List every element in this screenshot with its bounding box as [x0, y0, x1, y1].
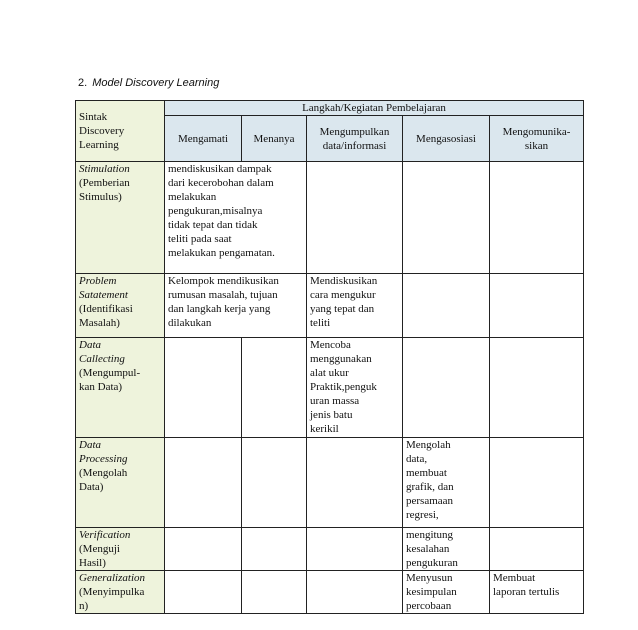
col-header-mengasosiasi-label: Mengasosiasi	[416, 132, 476, 145]
cell-mengomunikasikan	[490, 528, 584, 571]
cell-mengasosiasi	[403, 528, 490, 571]
cell-mengomunikasikan	[490, 438, 584, 528]
table-row	[76, 162, 584, 274]
cell-mengumpulkan	[307, 571, 403, 614]
section-title: Model Discovery Learning	[92, 77, 220, 89]
cell-text: mengitung kesalahan pengukuran	[406, 529, 458, 569]
table-row	[76, 528, 584, 571]
cell-mengamati	[165, 438, 242, 528]
phase-cell	[76, 438, 165, 528]
phase-name: Generalization	[79, 572, 145, 584]
cell-text: Kelompok mendikusikan rumusan masalah, tujuan dan langkah kerja yang dilakukan	[168, 275, 279, 329]
phase-name: Data Processing	[79, 439, 128, 465]
phase-desc: (Mengumpul- kan Data)	[79, 367, 141, 393]
cell-mengamati	[165, 571, 242, 614]
phase-desc: (Pemberian Stimulus)	[79, 177, 130, 203]
cell-mengomunikasikan	[490, 338, 584, 438]
cell-mengasosiasi	[403, 438, 490, 528]
phase-name: Verification	[79, 529, 131, 541]
col-header-mengamati	[165, 116, 242, 162]
cell-mengumpulkan	[307, 274, 403, 338]
phase-name: Data Callecting	[79, 339, 125, 365]
header-sintak-cell	[76, 101, 165, 162]
cell-mengasosiasi	[403, 571, 490, 614]
cell-menanya	[242, 438, 307, 528]
table-row	[76, 338, 584, 438]
cell-mengamati-menanya	[165, 162, 307, 274]
cell-mengasosiasi	[403, 162, 490, 274]
phase-cell	[76, 274, 165, 338]
cell-menanya	[242, 338, 307, 438]
cell-mengasosiasi	[403, 274, 490, 338]
phase-name: Problem Satatement	[79, 275, 128, 301]
col-header-menanya	[242, 116, 307, 162]
cell-mengomunikasikan	[490, 162, 584, 274]
cell-mengumpulkan	[307, 338, 403, 438]
phase-desc: (Identifikasi Masalah)	[79, 303, 133, 329]
section-heading	[78, 77, 219, 89]
header-group-cell	[165, 101, 584, 116]
cell-text: Mencoba menggunakan alat ukur Praktik,penguk uran massa jenis batu kerikil	[310, 339, 377, 435]
phase-cell	[76, 528, 165, 571]
col-header-mengomunikasikan-label: Mengomunika- sikan	[502, 125, 571, 152]
cell-menanya	[242, 528, 307, 571]
phase-name: Stimulation	[79, 163, 130, 175]
cell-mengomunikasikan	[490, 571, 584, 614]
phase-cell	[76, 162, 165, 274]
header-sintak-label: Sintak Discovery Learning	[79, 111, 125, 151]
cell-menanya	[242, 571, 307, 614]
cell-mengasosiasi	[403, 338, 490, 438]
phase-desc: (Mengolah Data)	[79, 467, 128, 493]
cell-mengamati	[165, 338, 242, 438]
cell-mengomunikasikan	[490, 274, 584, 338]
cell-text: Mendiskusikan cara mengukur yang tepat dan teliti	[310, 275, 378, 329]
cell-mengumpulkan	[307, 162, 403, 274]
cell-mengumpulkan	[307, 438, 403, 528]
phase-desc: (Menguji Hasil)	[79, 543, 120, 569]
table-row	[76, 438, 584, 528]
cell-mengumpulkan	[307, 528, 403, 571]
phase-cell	[76, 571, 165, 614]
cell-mengamati-menanya	[165, 274, 307, 338]
table-row	[76, 571, 584, 614]
cell-text: Menyusun kesimpulan percobaan	[406, 572, 457, 612]
table-row	[76, 274, 584, 338]
cell-text: Membuat laporan tertulis	[493, 572, 560, 598]
header-group-label: Langkah/Kegiatan Pembelajaran	[302, 102, 446, 114]
phase-cell	[76, 338, 165, 438]
cell-text: Mengolah data, membuat grafik, dan persamaan regresi,	[406, 439, 454, 521]
col-header-mengomunikasikan	[490, 116, 584, 162]
phase-desc: (Menyimpulka n)	[79, 586, 145, 612]
cell-text: mendiskusikan dampak dari kecerobohan dalam melakukan pengukuran,misalnya tidak tepat dan tidak teliti pada saat melakukan pengamatan.	[168, 163, 275, 259]
section-number: 2.	[78, 77, 88, 89]
col-header-mengamati-label: Mengamati	[177, 132, 229, 145]
cell-mengamati	[165, 528, 242, 571]
col-header-mengumpulkan	[307, 116, 403, 162]
col-header-menanya-label: Menanya	[253, 132, 295, 145]
col-header-mengumpulkan-label: Mengumpulkan data/informasi	[319, 125, 390, 152]
discovery-learning-table	[75, 100, 584, 614]
col-header-mengasosiasi	[403, 116, 490, 162]
